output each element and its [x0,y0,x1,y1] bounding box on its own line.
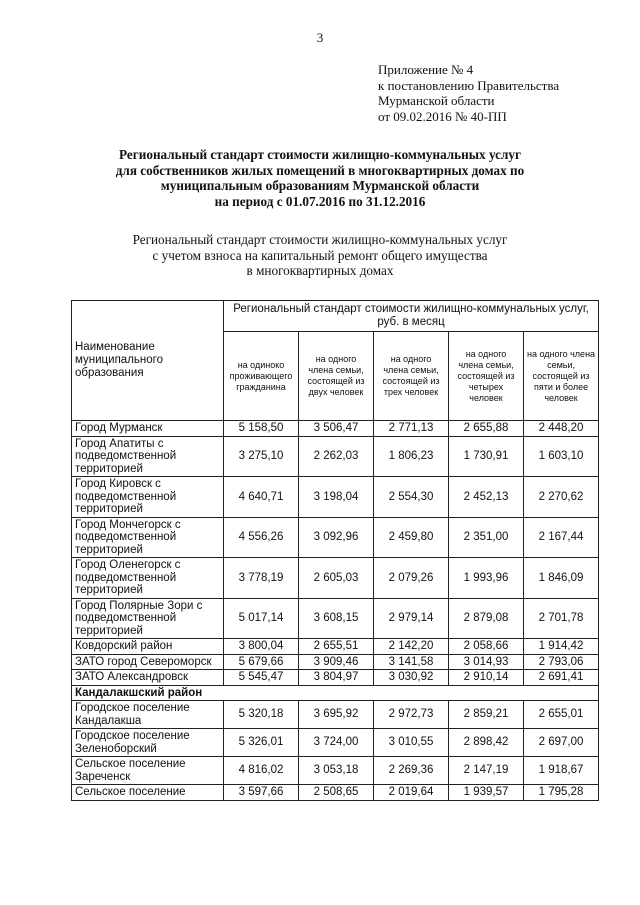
cost-value: 3 608,15 [299,598,374,639]
cost-value: 2 910,14 [449,670,524,686]
municipality-name: Городское поселение Кандалакша [72,701,224,729]
cost-value: 5 679,66 [224,654,299,670]
table-row [72,598,599,639]
cost-value: 3 092,96 [299,517,374,558]
appendix-line: Приложение № 4 [378,62,474,77]
cost-value: 3 724,00 [299,729,374,757]
cost-value: 2 655,51 [299,639,374,655]
cost-value: 3 778,19 [224,558,299,599]
cost-value: 2 142,20 [374,639,449,655]
cost-value: 2 605,03 [299,558,374,599]
cost-value: 1 603,10 [524,436,599,477]
appendix-line: Мурманской области [378,93,495,108]
cost-value: 5 158,50 [224,421,299,437]
cost-value: 2 452,13 [449,477,524,518]
column-header-single: на одиноко проживающего гражданина [224,332,299,421]
cost-value: 4 556,26 [224,517,299,558]
table-row [72,477,599,518]
cost-value: 3 506,47 [299,421,374,437]
table-body [72,421,599,801]
municipality-name: Город Мончегорск с подведомственной территорией [72,517,224,558]
cost-value: 2 793,06 [524,654,599,670]
title-line: муниципальным образованиям Мурманской области [160,178,480,193]
cost-value: 5 017,14 [224,598,299,639]
appendix-line: от 09.02.2016 № 40-ПП [378,108,507,124]
cost-value: 2 079,26 [374,558,449,599]
table-row [72,729,599,757]
table-row [72,654,599,670]
cost-standard-table [71,300,599,801]
cost-value: 3 695,92 [299,701,374,729]
cost-value: 2 898,42 [449,729,524,757]
column-header-family-5plus: на одного члена семьи, состоящей из пяти и более человек [524,332,599,421]
column-header-municipality: Наименование муниципального образования [72,301,224,421]
cost-value: 1 993,96 [449,558,524,599]
cost-value: 3 275,10 [224,436,299,477]
cost-value: 2 269,36 [374,757,449,785]
cost-value: 3 597,66 [224,785,299,801]
cost-value: 5 326,01 [224,729,299,757]
table-row [72,757,599,785]
column-group-header: Региональный стандарт стоимости жилищно-коммунальных услуг, руб. в месяц [224,301,599,332]
cost-value: 2 979,14 [374,598,449,639]
caption-line: Региональный стандарт стоимости жилищно-коммунальных услуг [132,232,508,247]
cost-value: 3 030,92 [374,670,449,686]
title-line: на период с 01.07.2016 по 31.12.2016 [214,193,426,209]
table-caption [40,232,600,279]
table-row [72,639,599,655]
document-title [40,147,600,209]
cost-value: 2 019,64 [374,785,449,801]
cost-value: 3 014,93 [449,654,524,670]
cost-value: 2 972,73 [374,701,449,729]
table-row [72,517,599,558]
cost-value: 2 262,03 [299,436,374,477]
municipality-name: Сельское поселение Зареченск [72,757,224,785]
cost-value: 2 448,20 [524,421,599,437]
section-row [72,685,599,701]
cost-value: 5 320,18 [224,701,299,729]
table-row [72,785,599,801]
municipality-name: Город Кировск с подведомственной территорией [72,477,224,518]
municipality-name: Городское поселение Зеленоборский [72,729,224,757]
cost-value: 2 701,78 [524,598,599,639]
cost-value: 2 655,01 [524,701,599,729]
cost-value: 2 167,44 [524,517,599,558]
appendix-line: к постановлению Правительства [378,77,560,93]
cost-value: 1 914,42 [524,639,599,655]
caption-line: в многоквартирных домах [246,263,394,278]
cost-value: 2 270,62 [524,477,599,518]
title-line: для собственников жилых помещений в многоквартирных домах по [115,162,525,178]
municipality-name: Город Оленегорск с подведомственной территорией [72,558,224,599]
cost-value: 2 691,41 [524,670,599,686]
table-row [72,701,599,729]
cost-value: 2 697,00 [524,729,599,757]
cost-value: 2 859,21 [449,701,524,729]
cost-value: 4 816,02 [224,757,299,785]
cost-value: 2 771,13 [374,421,449,437]
table-row [72,670,599,686]
municipality-name: Ковдорский район [72,639,224,655]
table-row [72,421,599,437]
cost-value: 2 058,66 [449,639,524,655]
cost-value: 1 939,57 [449,785,524,801]
appendix-header [378,62,559,124]
cost-value: 2 554,30 [374,477,449,518]
caption-line: с учетом взноса на капитальный ремонт общего имущества [152,247,488,263]
cost-value: 1 918,67 [524,757,599,785]
cost-value: 4 640,71 [224,477,299,518]
cost-value: 3 053,18 [299,757,374,785]
cost-value: 3 010,55 [374,729,449,757]
column-header-family-2: на одного члена семьи, состоящей из двух человек [299,332,374,421]
cost-value: 3 198,04 [299,477,374,518]
cost-value: 2 655,88 [449,421,524,437]
title-line: Региональный стандарт стоимости жилищно-коммунальных услуг [119,147,521,162]
cost-value: 5 545,47 [224,670,299,686]
section-name: Кандалакшский район [72,685,599,701]
cost-value: 1 730,91 [449,436,524,477]
cost-value: 3 909,46 [299,654,374,670]
column-header-family-4: на одного члена семьи, состоящей из четырех человек [449,332,524,421]
cost-value: 1 795,28 [524,785,599,801]
cost-value: 3 800,04 [224,639,299,655]
municipality-name: ЗАТО Александровск [72,670,224,686]
column-header-family-3: на одного члена семьи, состоящей из трех человек [374,332,449,421]
municipality-name: Город Мурманск [72,421,224,437]
cost-value: 2 879,08 [449,598,524,639]
page-number: 3 [316,30,324,45]
municipality-name: ЗАТО город Североморск [72,654,224,670]
cost-value: 2 508,65 [299,785,374,801]
table-row [72,436,599,477]
cost-value: 2 351,00 [449,517,524,558]
municipality-name: Сельское поселение [72,785,224,801]
cost-value: 1 806,23 [374,436,449,477]
municipality-name: Город Апатиты с подведомственной территорией [72,436,224,477]
table-row [72,558,599,599]
cost-value: 3 141,58 [374,654,449,670]
municipality-name: Город Полярные Зори с подведомственной территорией [72,598,224,639]
cost-value: 3 804,97 [299,670,374,686]
cost-value: 2 459,80 [374,517,449,558]
cost-value: 2 147,19 [449,757,524,785]
cost-value: 1 846,09 [524,558,599,599]
